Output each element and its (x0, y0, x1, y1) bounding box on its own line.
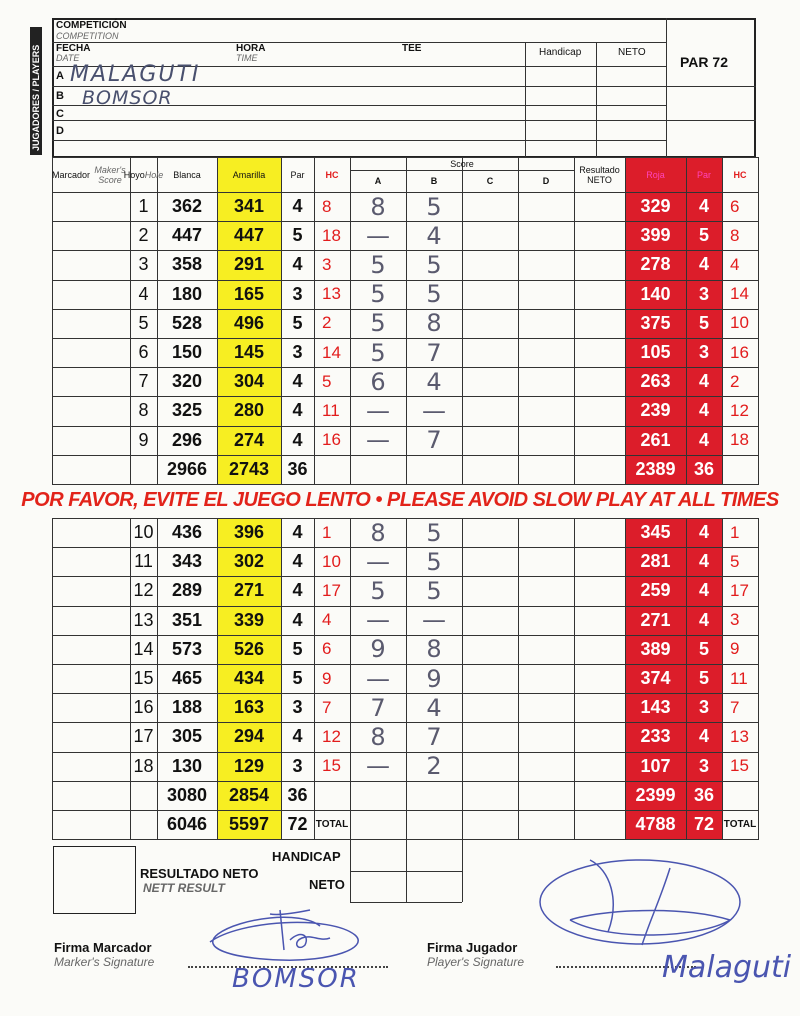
time-sublabel: TIME (236, 53, 258, 63)
back-b[interactable]: 5 (426, 576, 442, 605)
front-total-blanca: 2966 (166, 458, 208, 479)
front-par: 3 (292, 342, 303, 363)
back-roja: 143 (640, 697, 671, 718)
back-rhc: 3 (730, 610, 740, 630)
front-hole: 6 (138, 342, 149, 363)
player-a-letter: A (56, 70, 64, 82)
back-rhc: 13 (730, 726, 749, 746)
back-rhc: 1 (730, 522, 740, 542)
player-c-letter: C (56, 108, 64, 120)
back-blanca: 305 (171, 726, 203, 747)
col-header-marker: Marcador Maker's Score (52, 164, 126, 185)
front-rpar: 4 (698, 371, 709, 392)
back-par: 3 (292, 755, 303, 776)
front-a[interactable]: 5 (370, 280, 386, 309)
front-par: 4 (292, 371, 303, 392)
grand-total-amarilla: 5597 (228, 814, 270, 835)
front-blanca: 447 (171, 225, 203, 246)
back-roja: 389 (640, 638, 671, 659)
back-rpar: 4 (698, 726, 709, 747)
front-hc: 2 (322, 313, 332, 333)
front-par: 4 (292, 400, 303, 421)
slow-play-warning: POR FAVOR, EVITE EL JUEGO LENTO • PLEASE AVOID SLOW PLAY AT ALL TIMES (21, 489, 779, 511)
front-a[interactable]: 5 (370, 338, 386, 367)
back-amarilla: 339 (233, 609, 265, 630)
col-header-player-c: C (486, 176, 494, 186)
front-rpar: 3 (698, 342, 709, 363)
back-amarilla: 294 (233, 726, 265, 747)
back-hole: 14 (133, 638, 154, 659)
back-b[interactable]: 5 (426, 518, 442, 547)
front-blanca: 325 (171, 400, 203, 421)
front-rhc: 12 (730, 400, 749, 420)
marker-name-handwritten: BOMSOR (232, 964, 360, 994)
front-b[interactable]: 4 (426, 367, 442, 396)
col-header-player-b: B (430, 176, 438, 186)
back-roja: 281 (640, 551, 671, 572)
front-rhc: 8 (730, 225, 740, 245)
front-amarilla: 165 (233, 283, 265, 304)
back-roja: 107 (640, 755, 671, 776)
col-header-blanca: Blanca (173, 169, 201, 180)
front-roja: 263 (640, 371, 671, 392)
back-hole: 18 (133, 755, 154, 776)
front-rhc: 18 (730, 430, 749, 450)
front-a[interactable]: 5 (370, 250, 386, 279)
back-b[interactable]: 8 (426, 635, 442, 664)
front-roja: 105 (640, 342, 671, 363)
col-header-resultado: Resultado NETO (579, 164, 620, 185)
col-header-hole: Hoyo Hole (123, 169, 164, 180)
back-rpar: 4 (698, 551, 709, 572)
front-amarilla: 291 (233, 254, 265, 275)
front-total-rpar: 36 (693, 458, 715, 479)
col-header-player-a: A (374, 176, 382, 186)
back-par: 4 (292, 522, 303, 543)
front-hc: 16 (322, 430, 341, 450)
front-a[interactable]: 5 (370, 309, 386, 338)
back-a[interactable]: — (366, 547, 390, 576)
front-par: 4 (292, 254, 303, 275)
back-amarilla: 434 (233, 668, 265, 689)
front-rpar: 4 (698, 254, 709, 275)
front-total-amarilla: 2743 (228, 458, 270, 479)
back-amarilla: 396 (233, 522, 265, 543)
front-rpar: 5 (698, 225, 709, 246)
front-blanca: 296 (171, 429, 203, 450)
grand-total-blanca: 6046 (166, 814, 208, 835)
front-b[interactable]: 5 (426, 280, 442, 309)
front-amarilla: 145 (233, 342, 265, 363)
back-rpar: 4 (698, 609, 709, 630)
front-blanca: 320 (171, 371, 203, 392)
front-total-par: 36 (287, 458, 308, 479)
back-rpar: 3 (698, 697, 709, 718)
front-b[interactable]: 4 (426, 221, 442, 250)
front-hole: 2 (138, 225, 149, 246)
par-total: PAR 72 (680, 54, 728, 70)
front-par: 5 (292, 312, 303, 333)
back-rhc: 7 (730, 697, 740, 717)
front-a[interactable]: — (366, 426, 390, 455)
front-rpar: 4 (698, 400, 709, 421)
back-amarilla: 271 (233, 580, 265, 601)
front-par: 5 (292, 225, 303, 246)
back-total-roja: 2399 (635, 784, 676, 805)
col-header-hc: HC (325, 169, 339, 180)
back-hc: 6 (322, 639, 332, 659)
back-amarilla: 526 (233, 638, 265, 659)
back-amarilla: 129 (233, 755, 265, 776)
competition-label: COMPETICIÓN (56, 20, 127, 31)
date-label: FECHA (56, 43, 91, 54)
footer-handicap-label: HANDICAP (272, 849, 341, 864)
front-blanca: 528 (171, 312, 203, 333)
back-par: 5 (292, 638, 303, 659)
front-amarilla: 280 (233, 400, 265, 421)
back-rhc: 17 (730, 580, 749, 600)
front-rhc: 2 (730, 371, 740, 391)
front-rhc: 4 (730, 254, 740, 274)
player-a-name[interactable]: MALAGUTI (70, 62, 201, 87)
back-hc: 17 (322, 580, 341, 600)
front-par: 3 (292, 283, 303, 304)
back-rpar: 3 (698, 755, 709, 776)
front-b[interactable]: 7 (426, 338, 442, 367)
front-hc: 5 (322, 371, 332, 391)
front-hole: 4 (138, 283, 149, 304)
back-amarilla: 163 (233, 697, 265, 718)
tee-label: TEE (402, 43, 422, 54)
back-hc: 10 (322, 551, 341, 571)
back-rhc: 15 (730, 756, 749, 776)
back-b[interactable]: 4 (426, 693, 442, 722)
front-amarilla: 274 (233, 429, 265, 450)
front-hc: 8 (322, 196, 332, 216)
time-label: HORA (236, 43, 266, 54)
back-roja: 374 (640, 668, 671, 689)
front-roja: 399 (640, 225, 671, 246)
col-header-roja: Roja (646, 169, 665, 180)
front-blanca: 180 (171, 283, 203, 304)
back-hole: 11 (134, 551, 153, 572)
back-a[interactable]: — (366, 752, 390, 781)
front-hole: 7 (138, 371, 149, 392)
front-hole: 9 (138, 429, 149, 450)
back-b[interactable]: 2 (426, 752, 442, 781)
back-blanca: 289 (171, 580, 203, 601)
players-vertical-label: JUGADORES / PLAYERS (30, 27, 42, 155)
front-par: 4 (292, 196, 303, 217)
col-header-amarilla: Amarilla (232, 169, 266, 180)
back-a[interactable]: — (366, 606, 390, 635)
back-hole: 17 (133, 726, 154, 747)
back-blanca: 188 (171, 697, 203, 718)
back-total-blanca: 3080 (166, 784, 208, 805)
player-name-handwritten: Malaguti (662, 950, 792, 985)
back-a[interactable]: 7 (370, 693, 386, 722)
front-hole: 1 (138, 196, 149, 217)
back-blanca: 436 (171, 522, 203, 543)
player-b-name[interactable]: BOMSOR (82, 87, 173, 109)
back-hole: 12 (133, 580, 154, 601)
front-hole: 8 (138, 400, 149, 421)
back-a[interactable]: 8 (370, 518, 386, 547)
front-rpar: 4 (698, 429, 709, 450)
back-rhc: 5 (730, 551, 740, 571)
back-hole: 10 (133, 522, 154, 543)
col-header-par: Par (290, 169, 305, 180)
back-par: 4 (292, 726, 303, 747)
front-blanca: 362 (171, 196, 203, 217)
front-roja: 329 (640, 196, 671, 217)
front-a[interactable]: — (366, 221, 390, 250)
grand-total-roja: 4788 (635, 814, 676, 835)
back-a[interactable]: 5 (370, 576, 386, 605)
back-b[interactable]: 5 (426, 547, 442, 576)
player-b-letter: B (56, 90, 64, 102)
back-par: 4 (292, 580, 303, 601)
front-rhc: 10 (730, 313, 749, 333)
back-rpar: 4 (698, 522, 709, 543)
back-par: 3 (292, 697, 303, 718)
nett-result-box[interactable] (53, 846, 136, 914)
footer-neto-label: NETO (309, 877, 345, 892)
date-sublabel: DATE (56, 53, 80, 63)
back-total-amarilla: 2854 (228, 784, 270, 805)
back-hc: 15 (322, 756, 341, 776)
handicap-header: Handicap (539, 47, 582, 58)
front-b[interactable]: 8 (426, 309, 442, 338)
front-b[interactable]: 7 (426, 426, 442, 455)
back-rpar: 5 (698, 668, 709, 689)
marker-signature-label: Firma Marcador (54, 940, 152, 955)
back-rpar: 4 (698, 580, 709, 601)
nett-result-label: RESULTADO NETO (140, 866, 259, 881)
back-roja: 345 (640, 522, 671, 543)
front-a[interactable]: 8 (370, 192, 386, 221)
front-amarilla: 496 (233, 312, 265, 333)
back-roja: 233 (640, 726, 671, 747)
front-hc: 18 (322, 225, 341, 245)
back-amarilla: 302 (233, 551, 265, 572)
front-rhc: 16 (730, 342, 749, 362)
front-rpar: 3 (698, 283, 709, 304)
front-rhc: 14 (730, 284, 749, 304)
back-par: 5 (292, 668, 303, 689)
back-blanca: 573 (171, 638, 203, 659)
back-hc: 9 (322, 668, 332, 688)
marker-signature-sublabel: Marker's Signature (54, 955, 155, 969)
front-rpar: 4 (698, 196, 709, 217)
back-b[interactable]: 7 (426, 722, 442, 751)
back-hc: 1 (322, 522, 332, 542)
front-hole: 3 (138, 254, 149, 275)
front-a[interactable]: — (366, 396, 390, 425)
col-header-score: Score (450, 158, 474, 169)
front-blanca: 358 (171, 254, 203, 275)
front-roja: 261 (640, 429, 671, 450)
front-rhc: 6 (730, 196, 740, 216)
front-rpar: 5 (698, 312, 709, 333)
grand-total-rpar: 72 (693, 814, 715, 835)
back-roja: 271 (640, 609, 671, 630)
back-par: 4 (292, 551, 303, 572)
front-b[interactable]: 5 (426, 192, 442, 221)
back-blanca: 130 (171, 755, 203, 776)
back-hc: 12 (322, 726, 341, 746)
grand-total-par: 72 (287, 814, 308, 835)
front-roja: 140 (640, 283, 671, 304)
neto-header: NETO (618, 47, 646, 58)
front-b[interactable]: — (422, 396, 446, 425)
back-hc: 4 (322, 610, 332, 630)
front-amarilla: 447 (233, 225, 265, 246)
back-b[interactable]: — (422, 606, 446, 635)
player-d-letter: D (56, 125, 64, 137)
back-hc: 7 (322, 697, 332, 717)
back-rpar: 5 (698, 638, 709, 659)
back-hole: 13 (133, 609, 154, 630)
front-hc: 13 (322, 284, 341, 304)
back-a[interactable]: 8 (370, 722, 386, 751)
back-a[interactable]: 9 (370, 635, 386, 664)
front-blanca: 150 (171, 342, 203, 363)
player-signature-sublabel: Player's Signature (427, 955, 525, 969)
back-b[interactable]: 9 (426, 664, 442, 693)
front-total-roja: 2389 (635, 458, 676, 479)
back-total-par: 36 (287, 784, 308, 805)
back-hole: 15 (133, 668, 154, 689)
back-blanca: 351 (171, 609, 203, 630)
back-roja: 259 (640, 580, 671, 601)
front-hc: 3 (322, 254, 332, 274)
front-hc: 14 (322, 342, 341, 362)
player-signature-label: Firma Jugador (427, 940, 518, 955)
front-hole: 5 (138, 312, 149, 333)
front-amarilla: 304 (233, 371, 265, 392)
grand-total-label2: TOTAL (723, 818, 757, 830)
back-blanca: 465 (171, 668, 203, 689)
competition-sublabel: COMPETITION (56, 31, 119, 41)
front-roja: 278 (640, 254, 671, 275)
front-roja: 375 (640, 312, 671, 333)
back-rhc: 9 (730, 639, 740, 659)
grand-total-label: TOTAL (315, 818, 349, 830)
back-blanca: 343 (171, 551, 203, 572)
front-a[interactable]: 6 (370, 367, 386, 396)
col-header-red-par: Par (696, 169, 711, 180)
back-total-rpar: 36 (693, 784, 715, 805)
back-hole: 16 (133, 697, 154, 718)
front-roja: 239 (640, 400, 671, 421)
col-header-player-d: D (542, 176, 550, 186)
back-rhc: 11 (730, 668, 748, 688)
back-a[interactable]: — (366, 664, 390, 693)
front-amarilla: 341 (233, 196, 265, 217)
back-par: 4 (292, 609, 303, 630)
nett-result-sublabel: NETT RESULT (143, 881, 225, 895)
col-header-red-hc: HC (733, 169, 747, 180)
front-par: 4 (292, 429, 303, 450)
front-hc: 11 (322, 400, 340, 420)
front-b[interactable]: 5 (426, 250, 442, 279)
